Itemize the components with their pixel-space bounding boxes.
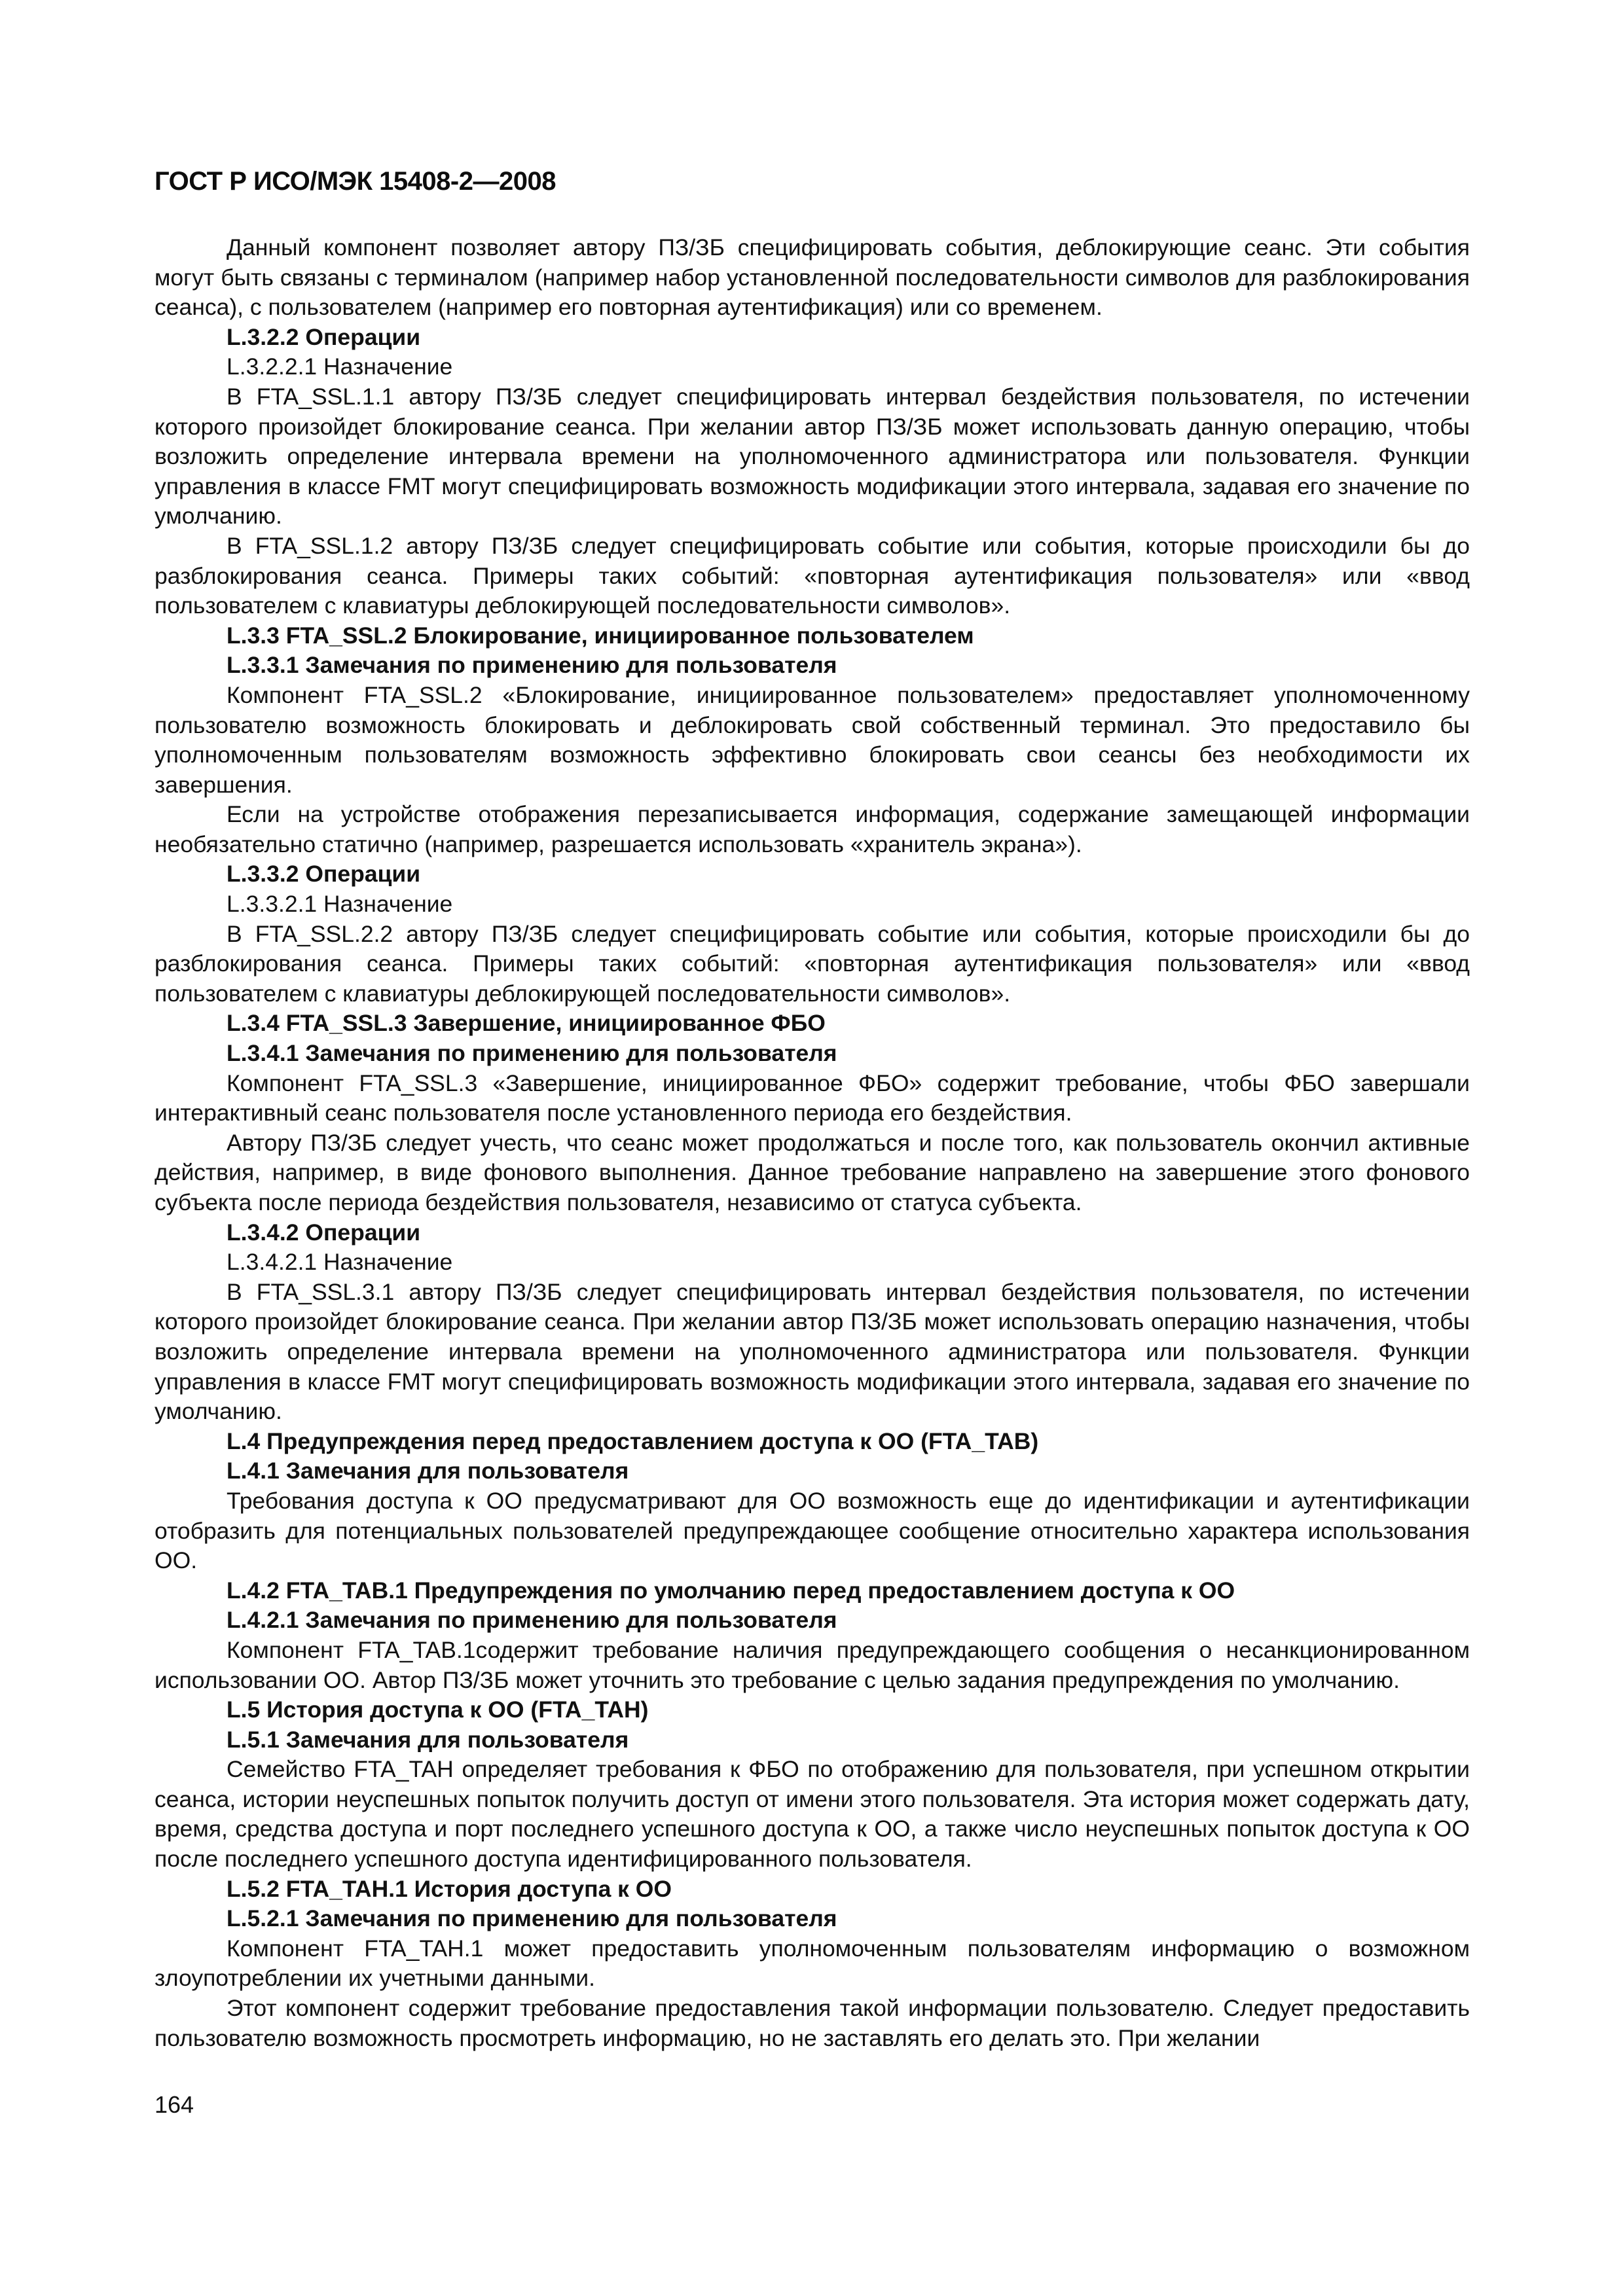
section-heading: L.3.4.2 Операции (227, 1219, 421, 1246)
section-heading: L.3.3.2 Операции (227, 861, 421, 888)
page-number: 164 (155, 2091, 194, 2118)
section-heading: L.5.1 Замечания для пользователя (227, 1726, 629, 1753)
body-text (155, 233, 1470, 2053)
paragraph: В FTA_SSL.1.1 автору ПЗ/ЗБ следует специфицировать интервал бездействия пользователя, по истечении которого произойдет блокирование сеанса. При желании автор ПЗ/ЗБ может использовать данную операцию, чтобы возложить определение интервала времени на уполномоченного администратора или пользователя. Функции управления в классе FMT могут специфицировать возможность модификации этого интервала, задавая его значение по умолчанию. (155, 383, 1470, 529)
section-heading: L.4.2.1 Замечания по применению для пользователя (227, 1607, 837, 1634)
section-heading: L.3.2.2 Операции (227, 323, 421, 350)
paragraph: Требования доступа к ОО предусматривают для ОО возможность еще до идентификации и аутентификации отобразить для потенциальных пользователей предупреждающее сообщение относительно характера использования ОО. (155, 1487, 1470, 1574)
section-heading: L.4.1 Замечания для пользователя (227, 1458, 629, 1484)
paragraph: Этот компонент содержит требование предоставления такой информации пользователю. Следует предоставить пользователю возможность просмотреть информацию, но не заставлять его делать это. При желании (155, 1995, 1470, 2051)
section-heading: L.4.2 FTA_TAB.1 Предупреждения по умолчанию перед предоставлением доступа к ОО (227, 1577, 1235, 1604)
paragraph: Компонент FTA_SSL.2 «Блокирование, инициированное пользователем» предоставляет уполномоченному пользователю возможность блокировать и деблокировать свой собственный терминал. Это предоставило бы уполномоченным пользователям возможность эффективно блокировать свои сеансы без необходимости их завершения. (155, 681, 1470, 798)
subsection-label: L.3.4.2.1 Назначение (227, 1249, 453, 1276)
standard-header: ГОСТ Р ИСО/МЭК 15408-2—2008 (155, 167, 556, 196)
subsection-label: L.3.3.2.1 Назначение (227, 891, 453, 918)
paragraph: Компонент FTA_TAB.1содержит требование наличия предупреждающего сообщения о несанкционированном использовании ОО. Автор ПЗ/ЗБ может уточнить это требование с целью задания предупреждения по умолчанию. (155, 1636, 1470, 1693)
section-heading: L.3.3.1 Замечания по применению для пользователя (227, 652, 837, 679)
paragraph: В FTA_SSL.2.2 автору ПЗ/ЗБ следует специфицировать событие или события, которые происходили бы до разблокирования сеанса. Примеры таких событий: «повторная аутентификация пользователя» или «ввод пользователем с клавиатуры деблокирующей последовательности символов». (155, 920, 1470, 1007)
paragraph: Семейство FTA_TAH определяет требования к ФБО по отображению для пользователя, при успешном открытии сеанса, истории неуспешных попыток получить доступ от имени этого пользователя. Эта история может содержать дату, время, средства доступа и порт последнего успешного доступа к ОО, а также число неуспешных попыток доступа к ОО после последнего успешного доступа идентифицированного пользователя. (155, 1756, 1470, 1873)
section-heading: L.5.2.1 Замечания по применению для пользователя (227, 1905, 837, 1932)
paragraph: Компонент FTA_SSL.3 «Завершение, инициированное ФБО» содержит требование, чтобы ФБО завершали интерактивный сеанс пользователя после установленного периода его бездействия. (155, 1069, 1470, 1126)
paragraph: Компонент FTA_TAH.1 может предоставить уполномоченным пользователям информацию о возможном злоупотреблении их учетными данными. (155, 1935, 1470, 1992)
section-heading: L.3.4 FTA_SSL.3 Завершение, инициированное ФБО (227, 1010, 826, 1037)
paragraph: Данный компонент позволяет автору ПЗ/ЗБ специфицировать события, деблокирующие сеанс. Эти события могут быть связаны с терминалом (например набор установленной последовательности символов для разблокирования сеанса), с пользователем (например его повторная аутентификация) или со временем. (155, 234, 1470, 321)
paragraph: В FTA_SSL.1.2 автору ПЗ/ЗБ следует специфицировать событие или события, которые происходили бы до разблокирования сеанса. Примеры таких событий: «повторная аутентификация пользователя» или «ввод пользователем с клавиатуры деблокирующей последовательности символов». (155, 532, 1470, 619)
subsection-label: L.3.2.2.1 Назначение (227, 353, 453, 380)
paragraph: Если на устройстве отображения перезаписывается информация, содержание замещающей информации необязательно статично (например, разрешается использовать «хранитель экрана»). (155, 801, 1470, 857)
section-heading: L.5 История доступа к ОО (FTA_TAH) (227, 1696, 649, 1723)
section-heading: L.3.4.1 Замечания по применению для пользователя (227, 1040, 837, 1067)
section-heading: L.3.3 FTA_SSL.2 Блокирование, инициированное пользователем (227, 622, 974, 649)
paragraph: В FTA_SSL.3.1 автору ПЗ/ЗБ следует специфицировать интервал бездействия пользователя, по истечении которого произойдет блокирование сеанса. При желании автор ПЗ/ЗБ может использовать операцию назначения, чтобы возложить определение интервала времени на уполномоченного администратора или пользователя. Функции управления в классе FMT могут специфицировать возможность модификации этого интервала, задавая его значение по умолчанию. (155, 1278, 1470, 1425)
section-heading: L.4 Предупреждения перед предоставлением доступа к ОО (FTA_TAB) (227, 1427, 1039, 1454)
paragraph: Автору ПЗ/ЗБ следует учесть, что сеанс может продолжаться и после того, как пользователь окончил активные действия, например, в виде фонового выполнения. Данное требование направлено на завершение этого фонового субъекта после периода бездействия пользователя, независимо от статуса субъекта. (155, 1129, 1470, 1215)
section-heading: L.5.2 FTA_TAH.1 История доступа к ОО (227, 1875, 672, 1902)
